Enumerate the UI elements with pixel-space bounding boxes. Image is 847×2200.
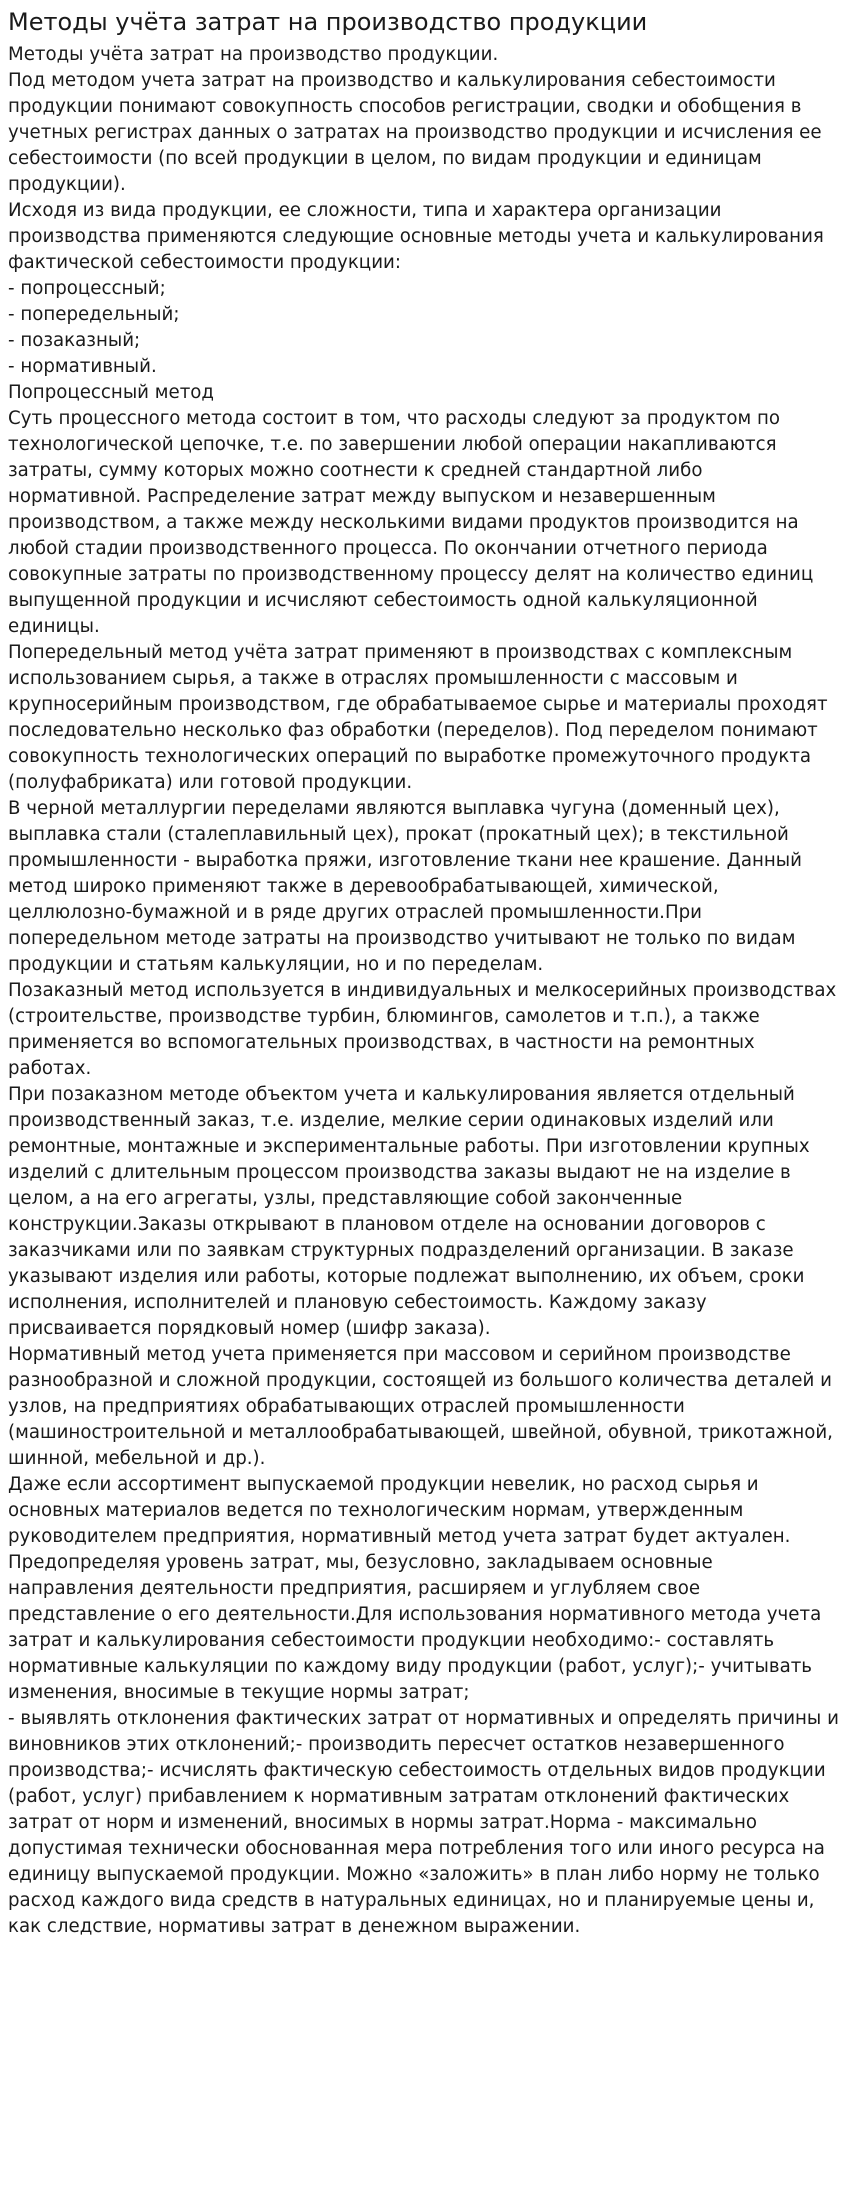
- list-item-order: - позаказный;: [8, 330, 141, 351]
- paragraph-methods-intro: Исходя из вида продукции, ее сложности, типа и характера организации производства применяются следующие основные методы учета и калькулирования фактической себестоимости продукции:: [8, 200, 824, 273]
- list-item-stage: - попередельный;: [8, 304, 180, 325]
- list-item-process: - попроцессный;: [8, 278, 166, 299]
- paragraph-normative-method: Нормативный метод учета применяется при массовом и серийном производстве разнообразной и сложной продукции, состоящей из большого количества деталей и узлов, на предприятиях обрабатывающих отраслей промышленности (машиностроительной и металлообрабатывающей, швейной, обувной, трикотажной, шинной, мебельной и др.).: [8, 1344, 833, 1469]
- paragraph-definition: Под методом учета затрат на производство и калькулирования себестоимости продукции понимают совокупность способов регистрации, сводки и обобщения в учетных регистрах данных о затратах на производство продукции и исчисления ее себестоимости (по всей продукции в целом, по видам продукции и единицам продукции).: [8, 70, 822, 195]
- paragraph-stage-method: Попередельный метод учёта затрат применяют в производствах с комплексным использованием сырья, а также в отраслях промышленности с массовым и крупносерийным производством, где обрабатываемое сырье и материалы проходят последовательно несколько фаз обработки (переделов). Под переделом понимают совокупность технологических операций по выработке промежуточного продукта (полуфабриката) или готовой продукции.: [8, 642, 828, 793]
- paragraph-heading-repeat: Методы учёта затрат на производство продукции.: [8, 44, 499, 65]
- document-body: [8, 42, 839, 1940]
- list-item-normative: - нормативный.: [8, 356, 157, 377]
- paragraph-normative-relevance: Даже если ассортимент выпускаемой продукции невелик, но расход сырья и основных материалов ведется по технологическим нормам, утвержденным руководителем предприятия, нормативный метод учета затрат будет актуален. Предопределяя уровень затрат, мы, безусловно, закладываем основные направления деятельности предприятия, расширяем и углубляем свое представление о его деятельности.Для использования нормативного метода учета затрат и калькулирования себестоимости продукции необходимо:- составлять нормативные калькуляции по каждому виду продукции (работ, услуг);- учитывать изменения, вносимые в текущие нормы затрат;: [8, 1474, 822, 1703]
- paragraph-order-details: При позаказном методе объектом учета и калькулирования является отдельный производственный заказ, т.е. изделие, мелкие серии одинаковых изделий или ремонтные, монтажные и экспериментальные работы. При изготовлении крупных изделий с длительным процессом производства заказы выдают не на изделие в целом, а на его агрегаты, узлы, представляющие собой законченные конструкции.Заказы открывают в плановом отделе на основании договоров с заказчиками или по заявкам структурных подразделений организации. В заказе указывают изделия или работы, которые подлежат выполнению, их объем, сроки исполнения, исполнителей и плановую себестоимость. Каждому заказу присваивается порядковый номер (шифр заказа).: [8, 1084, 810, 1339]
- paragraph-stage-examples: В черной металлургии переделами являются выплавка чугуна (доменный цех), выплавка стали (сталеплавильный цех), прокат (прокатный цех); в текстильной промышленности - выработка пряжи, изготовление ткани нее крашение. Данный метод широко применяют также в деревообрабатывающей, химической, целлюлозно-бумажной и в ряде других отраслей промышленности.При попередельном методе затраты на производство учитывают не только по видам продукции и статьям калькуляции, но и по переделам.: [8, 798, 802, 975]
- paragraph-process-method: Суть процессного метода состоит в том, что расходы следуют за продуктом по технологической цепочке, т.е. по завершении любой операции накапливаются затраты, сумму которых можно соотнести к средней стандартной либо нормативной. Распределение затрат между выпуском и незавершенным производством, а также между несколькими видами продуктов производится на любой стадии производственного процесса. По окончании отчетного периода совокупные затраты по производственному процессу делят на количество единиц выпущенной продукции и исчисляют себестоимость одной калькуляционной единицы.: [8, 408, 814, 637]
- paragraph-normative-requirements: - выявлять отклонения фактических затрат от нормативных и определять причины и виновников этих отклонений;- производить пересчет остатков незавершенного производства;- исчислять фактическую себестоимость отдельных видов продукции (работ, услуг) прибавлением к нормативным затратам отклонений фактических затрат от норм и изменений, вносимых в нормы затрат.Норма - максимально допустимая технически обоснованная мера потребления того или иного ресурса на единицу выпускаемой продукции. Можно «заложить» в план либо норму не только расход каждого вида средств в натуральных единицах, но и планируемые цены и, как следствие, нормативы затрат в денежном выражении.: [8, 1708, 839, 1937]
- section-heading-process-method: Попроцессный метод: [8, 382, 214, 403]
- page-title: Методы учёта затрат на производство продукции: [8, 8, 648, 36]
- paragraph-order-method: Позаказный метод используется в индивидуальных и мелкосерийных производствах (строительстве, производстве турбин, блюмингов, самолетов и т.п.), а также применяется во вспомогательных производствах, в частности на ремонтных работах.: [8, 980, 837, 1079]
